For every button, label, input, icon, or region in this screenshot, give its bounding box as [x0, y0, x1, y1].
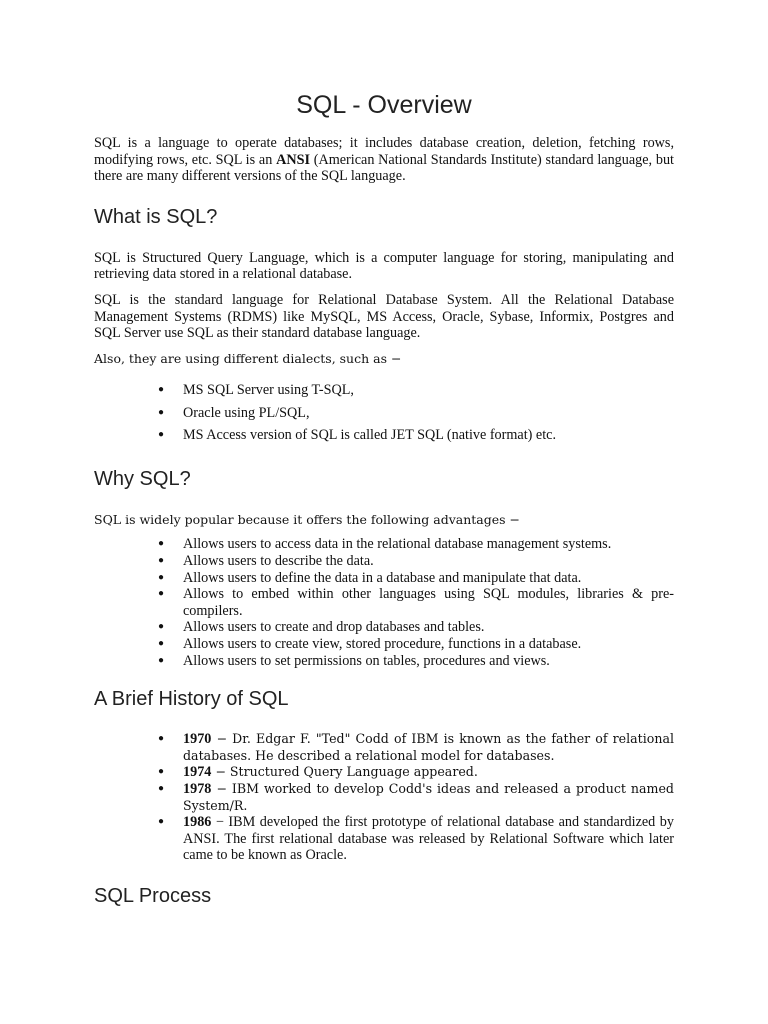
list-item-text: MS Access version of SQL is called JET SQL (native format) etc.: [183, 427, 556, 444]
list-item: [158, 553, 674, 570]
bullet-icon: ●: [158, 638, 165, 649]
bullet-icon: ●: [158, 766, 165, 778]
list-item-text: Allows users to describe the data.: [183, 553, 374, 570]
history-text: − IBM developed the first prototype of relational database and standardized by ANSI. The first relational database was released by Relational Software which later came to be known as Oracle.: [183, 814, 674, 864]
bullet-icon: ●: [158, 816, 165, 828]
history-list: [94, 731, 674, 864]
history-text: − Structured Query Language appeared.: [211, 764, 478, 780]
history-year: 1974: [183, 764, 212, 781]
what-paragraph-3: Also, they are using different dialects, such as −: [94, 350, 402, 366]
advantages-list: [94, 536, 674, 669]
list-item: [158, 619, 674, 636]
heading-history: A Brief History of SQL: [94, 688, 289, 711]
list-item: [158, 536, 674, 553]
list-item-text: Allows to embed within other languages using SQL modules, libraries & pre-compilers.: [183, 586, 674, 619]
list-item-text: Allows users to create view, stored procedure, functions in a database.: [183, 636, 582, 652]
history-text: − IBM worked to develop Codd's ideas and released a product named System/R.: [183, 780, 674, 813]
list-item: [158, 764, 674, 781]
list-item-text: MS SQL Server using T-SQL,: [183, 382, 354, 399]
list-item: [158, 731, 674, 764]
bullet-icon: ●: [158, 555, 165, 567]
list-item: [158, 569, 674, 587]
bullet-icon: ●: [158, 429, 165, 441]
bullet-icon: ●: [158, 384, 165, 396]
list-item: [158, 586, 674, 619]
what-paragraph-2: SQL is the standard language for Relational Database System. All the Relational Database Management Systems (RDMS) like MySQL, MS Access, Oracle, Sybase, Informix, Postgres and SQL Server use SQL as their standard database language.: [94, 291, 674, 342]
history-year: 1986: [183, 814, 212, 831]
bullet-icon: ●: [158, 406, 165, 418]
bullet-icon: ●: [158, 782, 165, 794]
why-lead: SQL is widely popular because it offers the following advantages −: [94, 511, 521, 527]
list-item-text: Allows users to access data in the relational database management systems.: [183, 536, 612, 553]
bullet-icon: ●: [158, 588, 165, 600]
bullet-icon: ●: [158, 654, 165, 666]
list-item-text: Oracle using PL/SQL,: [183, 404, 310, 421]
heading-why-sql: Why SQL?: [94, 467, 191, 490]
heading-sql-process: SQL Process: [94, 884, 212, 907]
list-item: [158, 780, 674, 814]
history-year: 1978: [183, 780, 212, 797]
dialects-list: [94, 379, 674, 447]
page-title: SQL - Overview: [296, 91, 472, 119]
list-item: [158, 636, 674, 653]
bullet-icon: ●: [158, 621, 165, 633]
list-item: [158, 402, 674, 425]
list-item-text: Allows users to set permissions on tables, procedures and views.: [183, 652, 550, 669]
list-item: [158, 814, 674, 864]
intro-paragraph: [94, 135, 674, 185]
heading-what-is-sql: What is SQL?: [94, 205, 218, 228]
history-text: − Dr. Edgar F. "Ted" Codd of IBM is known as the father of relational databases. He described a relational model for databases.: [183, 731, 674, 763]
intro-ansi-term: ANSI: [276, 151, 310, 168]
bullet-icon: ●: [158, 571, 165, 583]
history-year: 1970: [183, 731, 212, 748]
list-item-text: Allows users to create and drop databases and tables.: [183, 619, 485, 636]
list-item: [158, 379, 674, 402]
intro-text-end: (American National Standards Institute) standard language, but there are many different versions of the SQL language.: [94, 151, 674, 185]
intro-text-start: SQL is a language to operate databases; it includes database creation, deletion, fetching rows, modifying rows, etc. SQL is an: [94, 135, 674, 168]
list-item: [158, 652, 674, 670]
bullet-icon: ●: [158, 733, 165, 745]
list-item: [158, 424, 674, 447]
bullet-icon: ●: [158, 538, 165, 550]
list-item-text: Allows users to define the data in a database and manipulate that data.: [183, 569, 582, 586]
what-paragraph-1: SQL is Structured Query Language, which is a computer language for storing, manipulating and retrieving data stored in a relational database.: [94, 249, 674, 283]
